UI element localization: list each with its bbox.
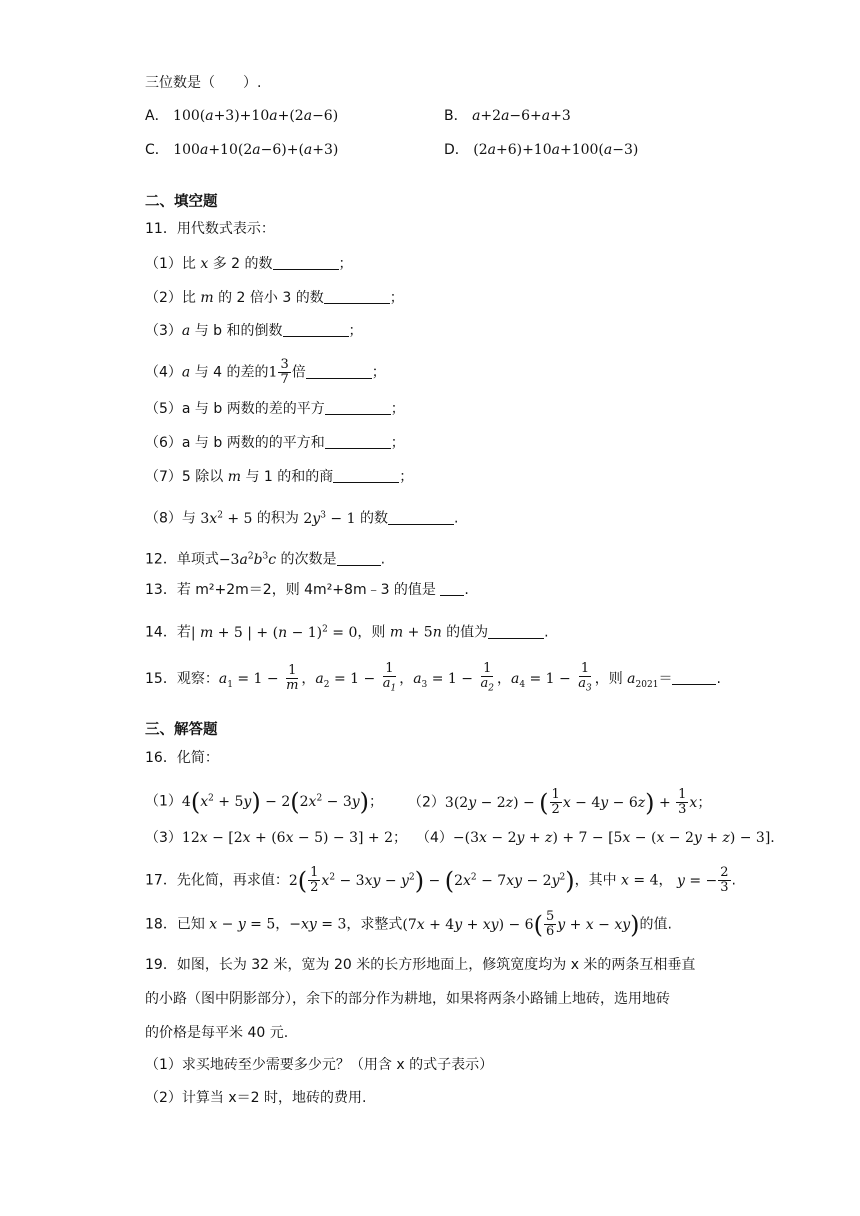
expr-3x2-5: $3x^2 + 5$ bbox=[200, 510, 253, 527]
q10-option-d-expr: (2a+6)+10a+100(a−3) bbox=[473, 142, 639, 158]
q10-option-b-expr: a+2a−6+a+3 bbox=[472, 108, 571, 124]
q19-sub-2: （2）计算当 x＝2 时，地砖的费用. bbox=[145, 1090, 367, 1106]
q19-line-1: 19．如图，长为 32 米，宽为 20 米的长方形地面上，修筑宽度均为 x 米的两条互相垂直 bbox=[145, 957, 696, 973]
q11-item-6: （6）a 与 b 两数的的平方和 ； bbox=[145, 435, 405, 451]
q16-part-2: （2）3(2y − 2z) − ( $\frac{1}{2}$ x − 4y − 6z) + $\frac{1}{3}$ x； bbox=[408, 787, 712, 817]
q16-expr-4: −(3x − 2y + z) + 7 − [5x − (x − 2y + z) − 3]. bbox=[452, 830, 775, 846]
answer-blank[interactable] bbox=[325, 400, 391, 415]
q19-line-3: 的价格是每平米 40 元. bbox=[145, 1025, 289, 1041]
q19-sub-1: （1）求买地砖至少需要多少元？（用含 x 的式子表示） bbox=[145, 1057, 494, 1073]
answer-blank[interactable] bbox=[440, 581, 464, 596]
q14-target: m + 5n bbox=[389, 624, 442, 641]
q15: 15．观察：$a_1 = 1$ − $\frac{1}{m}$ ，$a_2 = 1$ − $\frac{1}{a_1}$ ，$a_3 = 1$ − $\frac{1}{a_2}$ ，$a_4 = 1$ − $\frac{1}{a_3}$ ，则 $a_{2021}=$ . bbox=[145, 661, 721, 694]
q15-seq: $a_1 = 1$ − $\frac{1}{m}$ ，$a_2 = 1$ − $\frac{1}{a_1}$ ，$a_3 = 1$ − $\frac{1}{a_2}$ ，$a_4 = 1$ − $\frac{1}{a_3}$ bbox=[218, 661, 592, 694]
q17-expr: 2( $\frac{1}{2}$ $x^2 - 3xy - y^2) - (2x^2 - 7xy - 2y^2)$ bbox=[288, 865, 575, 895]
q10-option-b: B． a+2a−6+a+3 bbox=[444, 108, 571, 124]
answer-blank[interactable] bbox=[324, 289, 390, 304]
q10-tail: 三位数是（ ）. bbox=[145, 75, 262, 91]
expr-2y3-1: $2y^3 - 1$ bbox=[303, 510, 356, 527]
q16-part-1: $(1)4(x^2 + 5y) - 2(2x^2 - 3y)$； bbox=[145, 787, 384, 816]
q11-item-4: （4）a 与 4 的差的1 $\frac{3}{7}$ 倍 ； bbox=[145, 357, 386, 387]
answer-blank[interactable] bbox=[672, 670, 716, 685]
q18: 18．已知 x − y = 5，−xy = 3，求整式(7x + 4y + xy) − 6( $\frac{5}{6}$ y + x − xy)的值. bbox=[145, 909, 672, 939]
answer-blank[interactable] bbox=[388, 510, 454, 525]
q16-expr-3: 12x − [2x + (6x − 5) − 3] + 2； bbox=[181, 830, 408, 846]
q18-expr: (7x + 4y + xy) − 6( $\frac{5}{6}$ y + x − xy) bbox=[402, 909, 640, 939]
answer-blank[interactable] bbox=[488, 624, 544, 639]
q11-item-5: （5）a 与 b 两数的差的平方 ； bbox=[145, 401, 405, 417]
q14: 14．若| m + 5 | + $(n - 1)^2 = 0$，则 m + 5n 的值为 . bbox=[145, 624, 549, 641]
q17: 17．先化简，再求值：2( $\frac{1}{2}$ $x^2 - 3xy - y^2) - (2x^2 - 7xy - 2y^2)$，其中 x = 4， y = − $\frac{2}{3}$ . bbox=[145, 865, 736, 895]
mixed-fraction: $\frac{3}{7}$ bbox=[280, 357, 289, 387]
q19-line-2: 的小路（图中阴影部分），余下的部分作为耕地，如果将两条小路铺上地砖，选用地砖 bbox=[145, 991, 670, 1007]
section-solve-title: 三、解答题 bbox=[145, 722, 218, 738]
q10-option-c: C． 100a+10(2a−6)+(a+3) bbox=[145, 142, 339, 158]
q11-stem: 11．用代数式表示： bbox=[145, 221, 275, 237]
answer-blank[interactable] bbox=[306, 364, 372, 379]
q16-part-4: （4）−(3x − 2y + z) + 7 − [5x − (x − 2y + z) − 3]. bbox=[416, 830, 775, 846]
q11-item-8: （8）与 $3x^2 + 5$ 的积为 $2y^3 - 1$ 的数 . bbox=[145, 510, 459, 527]
q10-option-a-expr: 100(a+3)+10a+(2a−6) bbox=[173, 108, 339, 124]
q12-expr: $-3a^2b^3c$ bbox=[218, 551, 277, 568]
q14-condition: | m + 5 | + $(n - 1)^2 = 0$ bbox=[190, 624, 358, 641]
q16-expr-2: 3(2y − 2z) − ( $\frac{1}{2}$ x − 4y − 6z) + $\frac{1}{3}$ x； bbox=[444, 787, 712, 817]
q10-option-c-expr: 100a+10(2a−6)+(a+3) bbox=[173, 142, 339, 158]
answer-blank[interactable] bbox=[325, 434, 391, 449]
q13: 13．若 m²+2m＝2，则 4m²+8m﹣3 的值是 . bbox=[145, 582, 469, 598]
q11-item-2: （2）比 m 的 2 倍小 3 的数 ； bbox=[145, 290, 404, 306]
q10-option-d: D． (2a+6)+10a+100(a−3) bbox=[444, 142, 639, 158]
q11-item-3: （3）a 与 b 和的倒数 ； bbox=[145, 323, 363, 339]
q12: 12．单项式$-3a^2b^3c$ 的次数是 . bbox=[145, 551, 386, 568]
answer-blank[interactable] bbox=[337, 551, 381, 566]
q16-expr-1: $4(x^2 + 5y) - 2(2x^2 - 3y)$； bbox=[181, 787, 384, 816]
answer-blank[interactable] bbox=[283, 322, 349, 337]
q11-item-7: （7）5 除以 m 与 1 的和的商 ； bbox=[145, 469, 414, 485]
q11-item-1: （1）比 x 多 2 的数 ； bbox=[145, 256, 353, 272]
q16-stem: 16．化简： bbox=[145, 750, 219, 766]
q10-option-a: A． 100(a+3)+10a+(2a−6) bbox=[145, 108, 339, 124]
section-fill-title: 二、填空题 bbox=[145, 194, 218, 210]
answer-blank[interactable] bbox=[333, 468, 399, 483]
q16-part-3: （3）12x − [2x + (6x − 5) − 3] + 2； bbox=[145, 830, 408, 846]
answer-blank[interactable] bbox=[273, 255, 339, 270]
